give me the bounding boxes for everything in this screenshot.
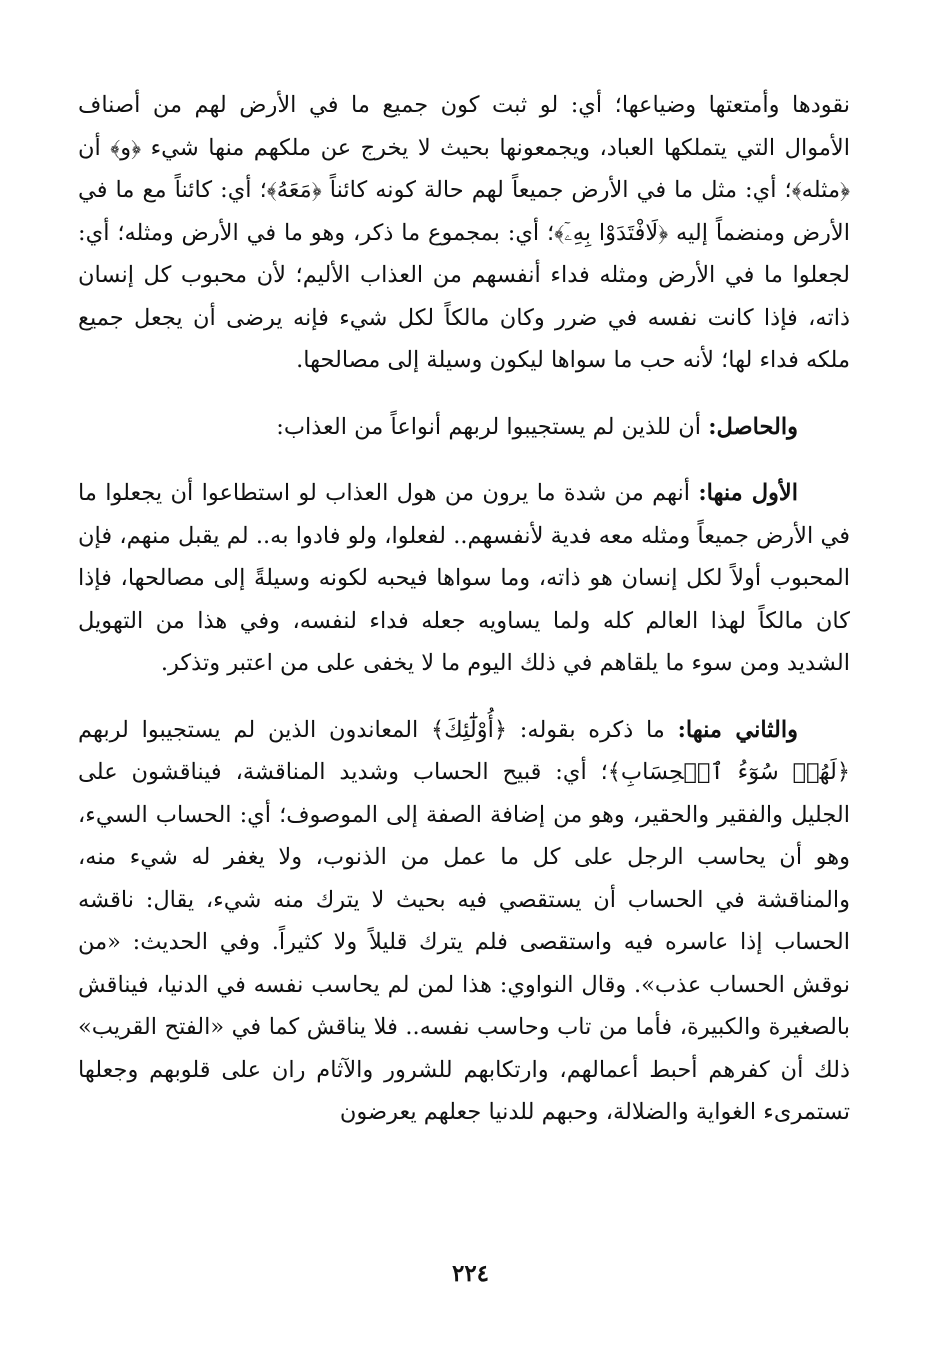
paragraph-2-text: أن للذين لم يستجيبوا لربهم أنواعاً من العذاب: [276, 413, 709, 440]
paragraph-4-text: ما ذكره بقوله: ﴿أُوْلَٰٓئِكَ﴾ المعاندون الذين لم يستجيبوا لربهم ﴿لَهُمۡ سُوٓءُ ٱلۡحِسَابِ﴾؛ أي: قبيح الحساب وشديد المناقشة، فيناقشون على الجليل والفقير والحقير، وهو من إضافة الصفة إلى الموصوف؛ أي: الحساب السيء، وهو أن يحاسب الرجل على كل ما عمل من الذنوب، ولا يغفر له شيء منه، والمناقشة في الحساب أن يستقصي فيه بحيث لا يترك منه شيء، يقال: ناقشه الحساب إذا عاسره فيه واستقصى فلم يترك قليلاً ولا كثيراً. وفي الحديث: «من نوقش الحساب عذب». وقال النواوي: هذا لمن لم يحاسب نفسه في الدنيا، فيناقش بالصغيرة والكبيرة، فأما من تاب وحاسب نفسه.. فلا يناقش كما في «الفتح القريب» ذلك أن كفرهم أحبط أعمالهم، وارتكابهم للشرور والآثام ران على قلوبهم وجعلها تستمرىء الغواية والضلالة، وحبهم للدنيا جعلهم يعرضون [78, 716, 850, 1125]
paragraph-3-text: أنهم من شدة ما يرون من هول العذاب لو استطاعوا أن يجعلوا ما في الأرض جميعاً ومثله معه فدية لأنفسهم.. لفعلوا، ولو فادوا به.. لم يقبل منهم، فإن المحبوب أولاً لكل إنسان هو ذاته، وما سواها فيحبه لكونه وسيلةً إلى مصالحها، فإذا كان مالكاً لهذا العالم كله ولما يساويه جعله فداء لنفسه، وفي هذا من التهويل الشديد ومن سوء ما يلقاهم في ذلك اليوم ما لا يخفى على من اعتبر وتذكر. [78, 480, 850, 676]
paragraph-3-lead: الأول منها: [698, 480, 798, 506]
paragraph-1 [78, 84, 850, 382]
paragraph-2-lead: والحاصل: [708, 413, 798, 440]
paragraph-4-lead: والثاني منها: [677, 716, 798, 743]
paragraph-3 [78, 472, 850, 685]
page-body [78, 84, 850, 1134]
paragraph-4 [78, 709, 850, 1134]
paragraph-2 [78, 406, 850, 449]
page-number: ٢٢٤ [451, 1260, 490, 1287]
paragraph-1-text: نقودها وأمتعتها وضياعها؛ أي: لو ثبت كون جميع ما في الأرض لهم من أصناف الأموال التي يتملكها العباد، ويجمعونها بحيث لا يخرج عن ملكهم منها شيء ﴿و﴾ أن ﴿مثله﴾؛ أي: مثل ما في الأرض جميعاً لهم حالة كونه كائناً ﴿مَعَهُ﴾؛ أي: كائناً مع ما في الأرض ومنضماً إليه ﴿لَافْتَدَوْا بِهِۦٓ﴾؛ أي: بمجموع ما ذكر، وهو ما في الأرض ومثله؛ أي: لجعلوا ما في الأرض ومثله فداء أنفسهم من العذاب الأليم؛ لأن محبوب كل إنسان ذاته، فإذا كانت نفسه في ضرر وكان مالكاً لكل شيء فإنه يرضى أن يجعل جميع ملكه فداء لها؛ لأنه حب ما سواها ليكون وسيلة إلى مصالحها. [78, 92, 850, 373]
